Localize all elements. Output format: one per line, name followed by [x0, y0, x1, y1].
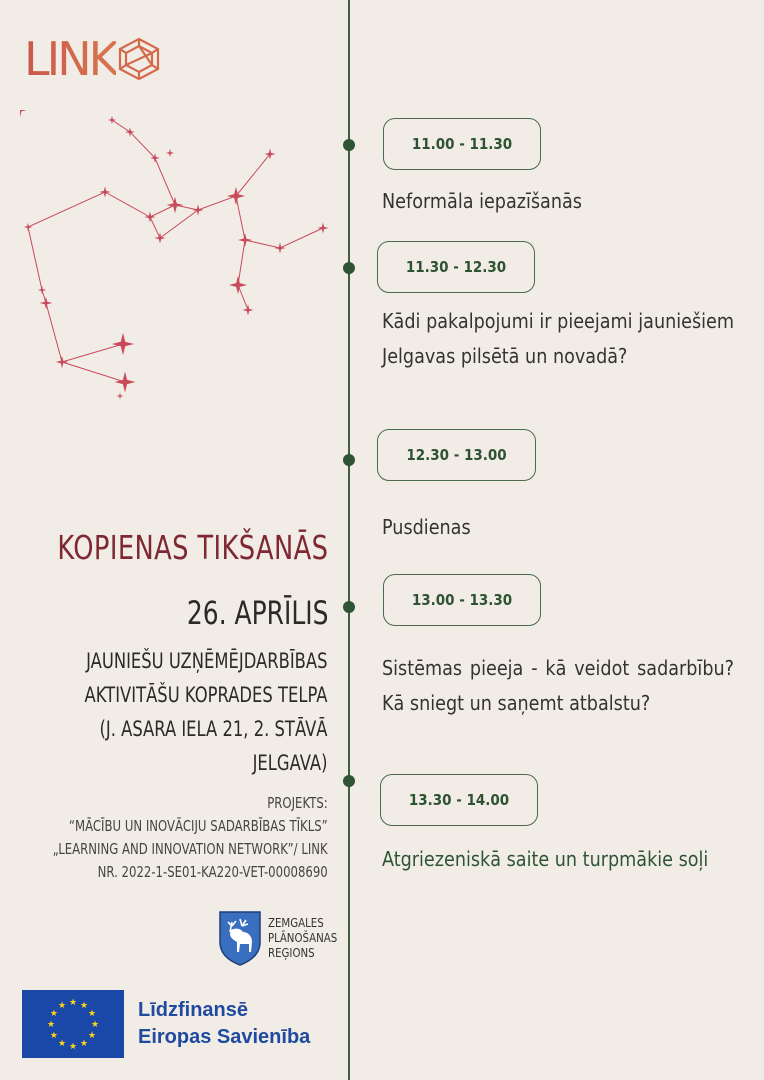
venue-line: JAUNIEŠU UZŅĒMĒJDARBĪBAS [86, 649, 328, 673]
time-slot-4: 13.00 - 13.30 [383, 574, 541, 626]
venue-line: JELGAVA) [253, 751, 328, 775]
eu-star: ★ [46, 1019, 56, 1029]
project-line: NR. 2022-1-SE01-KA220-VET-00008690 [97, 863, 328, 881]
moose-crest-icon [218, 910, 262, 966]
zpr-logo [218, 910, 349, 966]
eu-cofunding [22, 990, 310, 1058]
timeline-dot [343, 262, 355, 274]
eu-star: ★ [79, 1038, 89, 1049]
session-title-3: Pusdienas [382, 515, 471, 539]
session-title-1: Neformāla iepazīšanās [382, 189, 582, 213]
time-slot-5: 13.30 - 14.00 [380, 774, 538, 826]
logo-text: LINK [24, 32, 116, 86]
event-date: 26. APRĪLIS [186, 594, 328, 632]
eu-star: ★ [79, 999, 89, 1010]
eu-star: ★ [57, 1038, 67, 1049]
session-title-2: Kādi pakalpojumi ir pieejami jauniešiem Jelgavas pilsētā un novadā? [382, 309, 734, 368]
link-logo [24, 32, 164, 86]
project-info [53, 792, 328, 884]
eu-star: ★ [57, 999, 67, 1010]
eu-star: ★ [49, 1008, 58, 1018]
project-line: „LEARNING AND INNOVATION NETWORK”/ LINK [52, 840, 328, 858]
project-line: PROJEKTS: [267, 794, 328, 812]
eu-line: Līdzfinansē [138, 999, 249, 1021]
zpr-line: ZEMGALES [268, 915, 324, 930]
event-title: KOPIENAS TIKŠANĀS [57, 528, 328, 567]
timeline-dot [343, 454, 355, 466]
eu-star: ★ [68, 997, 78, 1007]
time-slot-2: 11.30 - 12.30 [377, 241, 535, 293]
zpr-line: PLĀNOŠANAS [268, 930, 338, 945]
eu-star: ★ [90, 1019, 100, 1029]
event-venue [85, 644, 328, 780]
eu-star: ★ [68, 1041, 78, 1051]
venue-line: (J. ASARA IELA 21, 2. STĀVĀ [99, 717, 329, 741]
time-slot-3: 12.30 - 13.00 [377, 429, 536, 481]
eu-star: ★ [88, 1030, 97, 1040]
venue-line: AKTIVITĀŠU KOPRADES TELPA [85, 683, 328, 707]
zpr-line: REĢIONS [268, 945, 315, 960]
time-slot-1: 11.00 - 11.30 [383, 118, 541, 170]
eu-star: ★ [49, 1030, 58, 1040]
eu-line: Eiropas Savienība [138, 1026, 311, 1048]
eu-star: ★ [88, 1008, 97, 1018]
logo-mark-icon [114, 36, 164, 82]
timeline-dot [343, 139, 355, 151]
constellation-stars [20, 110, 27, 117]
eu-flag-icon [22, 990, 124, 1058]
session-title-4: Sistēmas pieeja - kā veidot sadarbību? Kā sniegt un saņemt atbalstu? [382, 656, 734, 715]
timeline-dot [343, 601, 355, 613]
session-title-5: Atgriezeniskā saite un turpmākie soļi [382, 847, 709, 871]
project-line: “MĀCĪBU UN INOVĀCIJU SADARBĪBAS TĪKLS” [69, 817, 329, 835]
constellation-illustration [20, 110, 340, 410]
timeline-dot [343, 775, 355, 787]
